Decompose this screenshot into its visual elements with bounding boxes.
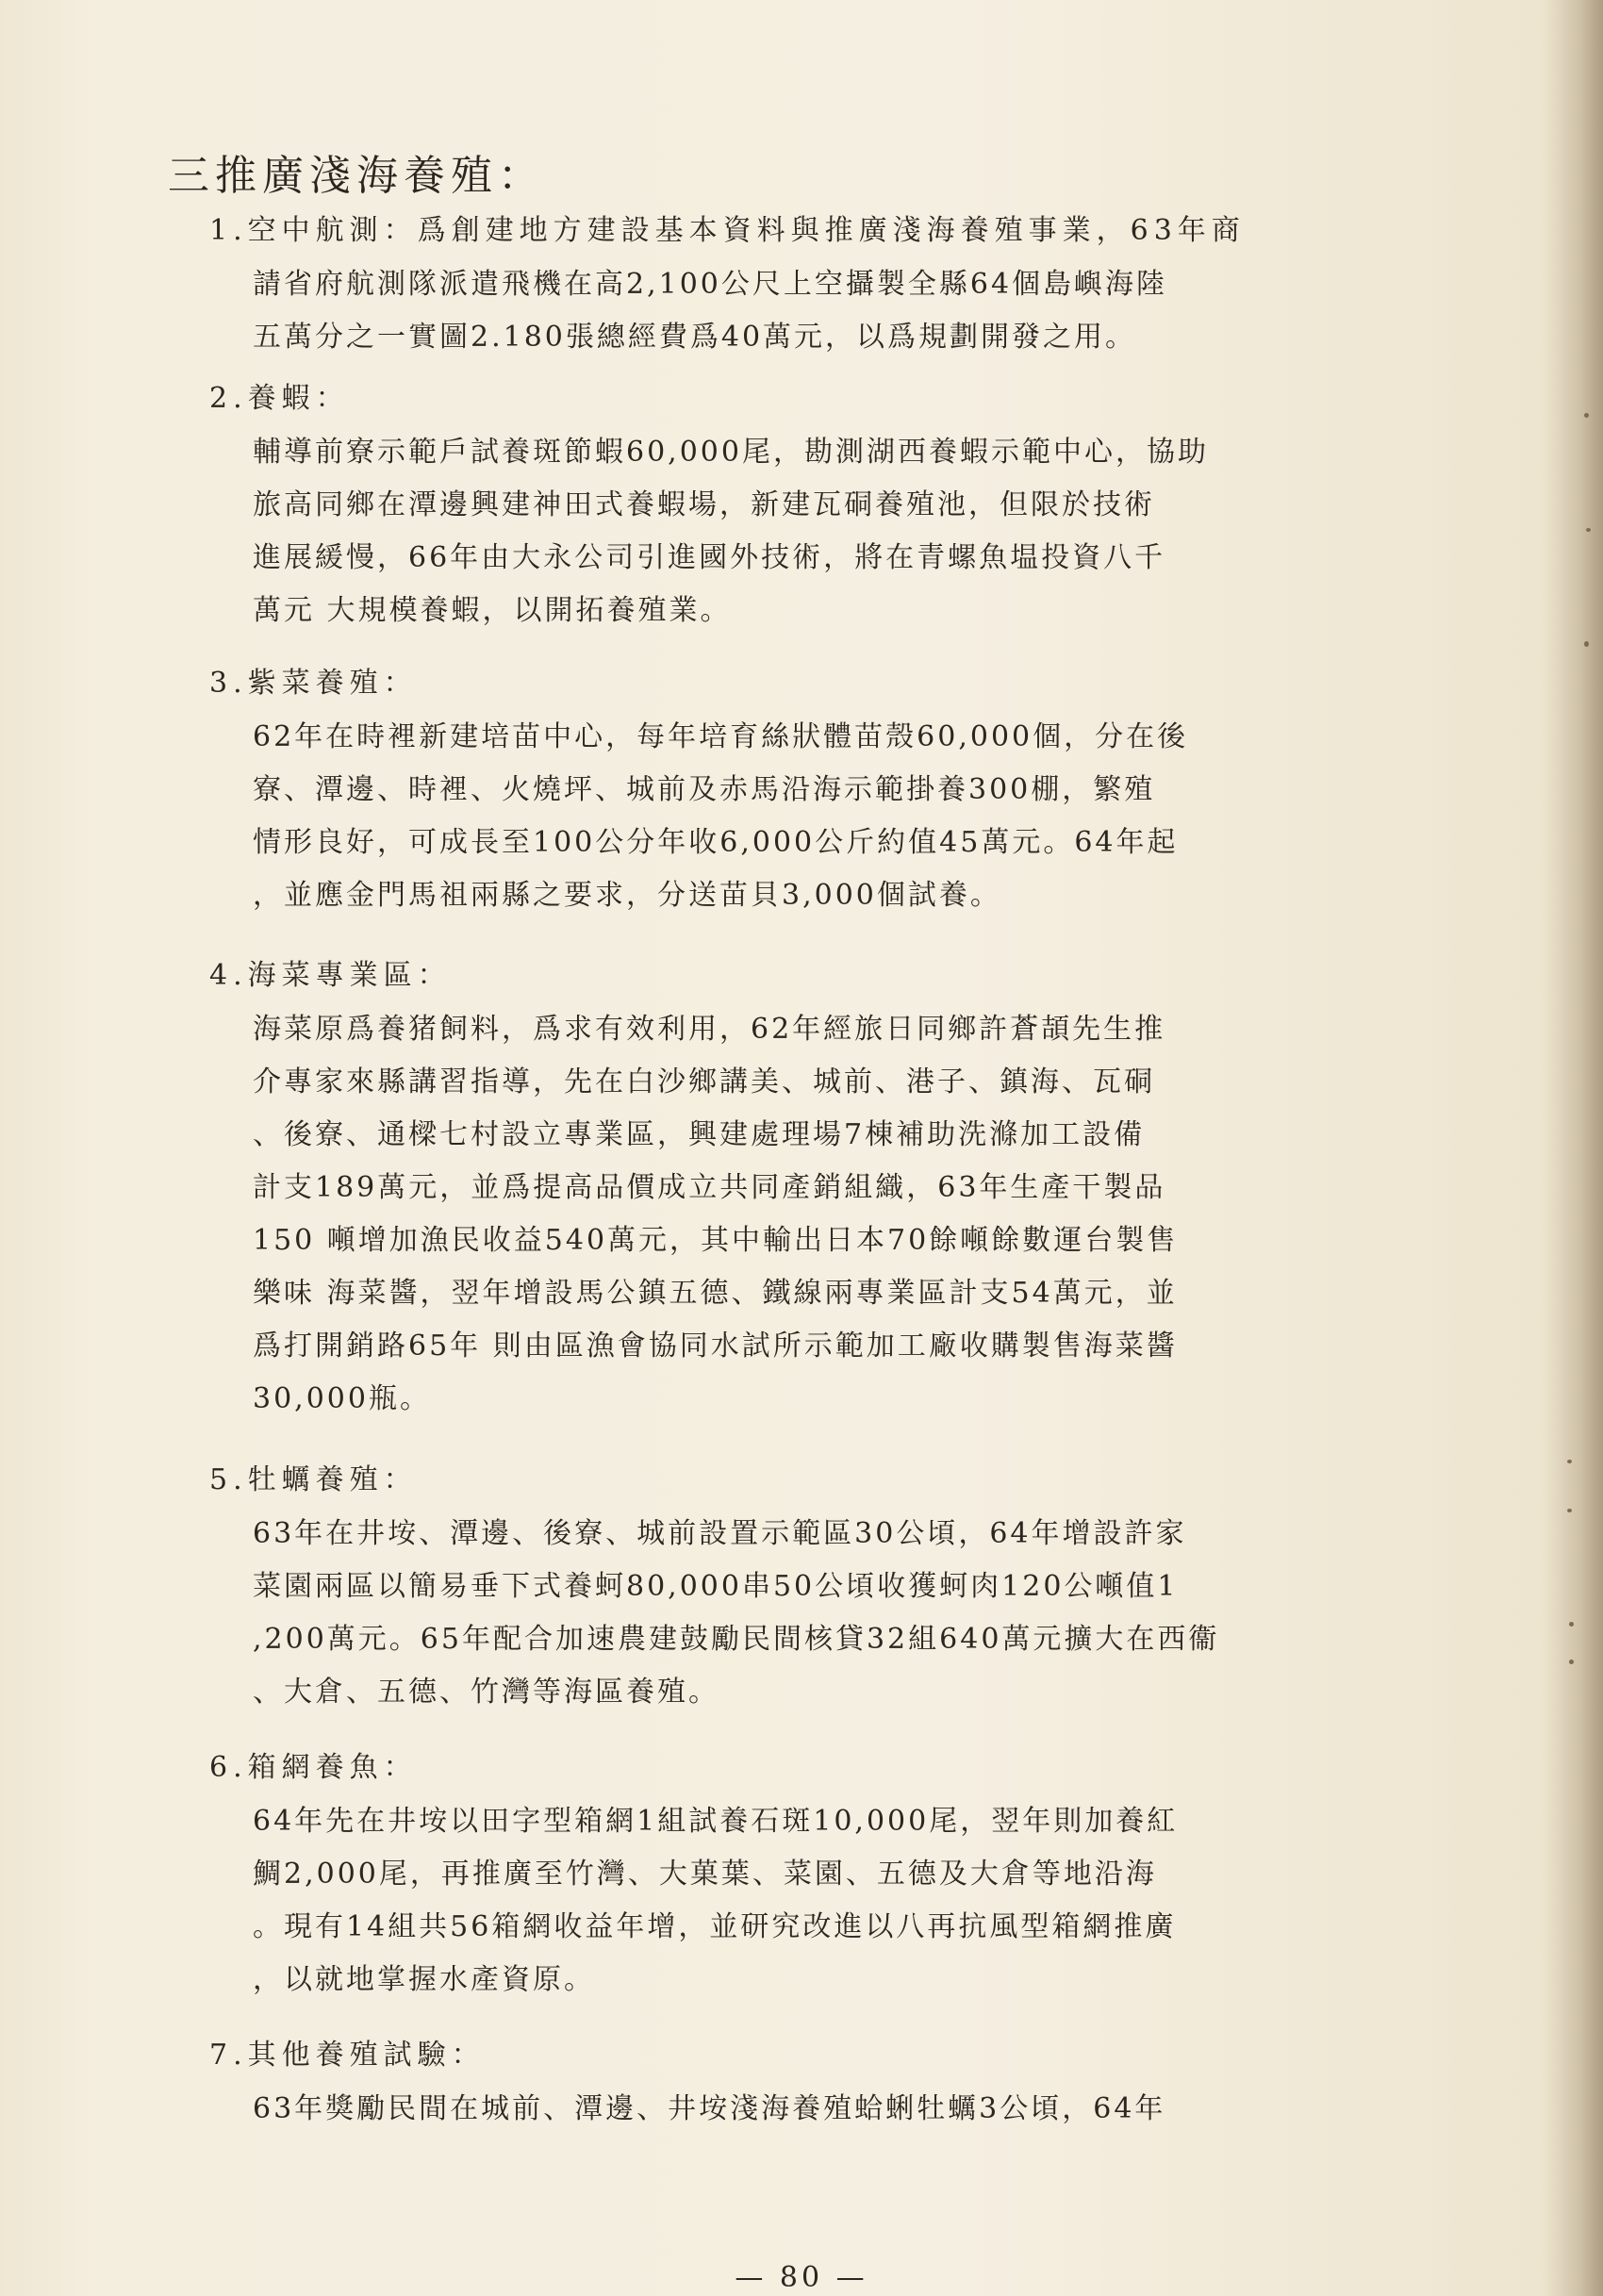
paragraph-line: 旅高同鄉在潭邊興建神田式養蝦場，新建瓦硐養殖池，但限於技術 — [253, 488, 1155, 521]
paragraph-line: 62年在時裡新建培苗中心，每年培育絲狀體苗殼60,000個，分在後 — [253, 720, 1189, 753]
item-heading: 4.海菜專業區： — [209, 959, 452, 992]
margin-mark — [1567, 1509, 1572, 1512]
margin-mark — [1586, 528, 1591, 532]
paragraph-line: ,200萬元。65年配合加速農建鼓勵民間核貸32組640萬元擴大在西衞 — [253, 1623, 1220, 1656]
paragraph-line: 進展緩慢，66年由大永公司引進國外技術，將在青螺魚塭投資八千 — [253, 541, 1166, 574]
paragraph-line: 萬元 大規模養蝦，以開拓養殖業。 — [253, 594, 732, 627]
item-laver-farming — [209, 660, 1397, 922]
paragraph-line: 、後寮、通樑七村設立專業區，興建處理場7棟補助洗滌加工設備 — [253, 1118, 1146, 1151]
item-aerial-survey — [209, 207, 1397, 364]
item-paragraph — [253, 711, 1403, 922]
margin-mark — [1584, 641, 1589, 647]
paragraph-line: 63年在井垵、潭邊、後寮、城前設置示範區30公頃，64年增設許家 — [253, 1517, 1187, 1550]
margin-mark — [1567, 1460, 1572, 1463]
item-shrimp-farming — [209, 375, 1397, 637]
item-heading: 6.箱網養魚： — [209, 1751, 418, 1784]
margin-mark — [1584, 413, 1589, 418]
section-title: 三推廣淺海養殖： — [168, 152, 545, 200]
paragraph-line: 樂味 海菜醬，翌年增設馬公鎮五德、鐵線兩專業區計支54萬元，並 — [253, 1277, 1178, 1310]
item-paragraph — [253, 1003, 1403, 1426]
item-heading: 1.空中航測：爲創建地方建設基本資料與推廣淺海養殖事業，63年商 — [209, 214, 1246, 247]
item-paragraph — [253, 258, 1403, 364]
page-edge-shadow — [1546, 0, 1603, 2296]
item-paragraph — [253, 1795, 1403, 2007]
paragraph-line: 海菜原爲養猪飼料，爲求有效利用，62年經旅日同鄉許蒼頡先生推 — [253, 1013, 1166, 1046]
item-paragraph — [253, 2083, 1403, 2136]
paragraph-line: 輔導前寮示範戶試養斑節蝦60,000尾，勘測湖西養蝦示範中心，協助 — [253, 436, 1209, 469]
paragraph-line: 計支189萬元，並爲提高品價成立共同產銷組織，63年生產干製品 — [253, 1171, 1166, 1204]
paragraph-line: 30,000瓶。 — [253, 1382, 431, 1415]
paragraph-line: 五萬分之一實圖2.180張總經費爲40萬元，以爲規劃開發之用。 — [253, 321, 1137, 354]
paragraph-line: 情形良好，可成長至100公分年收6,000公斤約值45萬元。64年起 — [253, 826, 1179, 859]
margin-mark — [1569, 1660, 1574, 1664]
margin-mark — [1569, 1622, 1574, 1627]
item-paragraph — [253, 1508, 1403, 1719]
item-heading: 3.紫菜養殖： — [209, 667, 418, 700]
paragraph-line: 爲打開銷路65年 則由區漁會協同水試所示範加工廠收購製售海菜醬 — [253, 1330, 1178, 1363]
paragraph-line: 介專家來縣講習指導，先在白沙鄉講美、城前、港子、鎮海、瓦硐 — [253, 1065, 1155, 1098]
paragraph-line: 鯛2,000尾，再推廣至竹灣、大菓葉、菜園、五德及大倉等地沿海 — [253, 1858, 1157, 1891]
item-heading: 7.其他養殖試驗： — [209, 2039, 486, 2072]
item-other-trials — [209, 2032, 1397, 2136]
paragraph-line: 。現有14組共56箱網收益年增，並研究改進以八再抗風型箱網推廣 — [253, 1910, 1177, 1943]
paragraph-line: 、大倉、五德、竹灣等海區養殖。 — [253, 1676, 719, 1709]
paragraph-line: 寮、潭邊、時裡、火燒坪、城前及赤馬沿海示範掛養300棚，繁殖 — [253, 773, 1156, 806]
paragraph-line: 150 噸增加漁民收益540萬元，其中輸出日本70餘噸餘數運台製售 — [253, 1224, 1179, 1257]
page-number: — 80 — — [735, 2261, 868, 2294]
paragraph-line: 64年先在井垵以田字型箱網1組試養石斑10,000尾，翌年則加養紅 — [253, 1805, 1179, 1838]
paragraph-line: 菜園兩區以簡易垂下式養蚵80,000串50公頃收獲蚵肉120公噸值1 — [253, 1570, 1179, 1603]
item-cage-fish-farming — [209, 1744, 1397, 2007]
item-heading: 5.牡蠣養殖： — [209, 1463, 418, 1496]
paragraph-line: ，並應金門馬祖兩縣之要求，分送苗貝3,000個試養。 — [253, 879, 1001, 912]
item-oyster-farming — [209, 1457, 1397, 1719]
paragraph-line: 63年獎勵民間在城前、潭邊、井垵淺海養殖蛤蜊牡蠣3公頃，64年 — [253, 2092, 1166, 2125]
paragraph-line: ，以就地掌握水產資原。 — [253, 1963, 595, 1996]
item-heading: 2.養蝦： — [209, 382, 350, 415]
paragraph-line: 請省府航測隊派遣飛機在高2,100公尺上空攝製全縣64個島嶼海陸 — [253, 268, 1168, 301]
item-paragraph — [253, 426, 1403, 637]
item-seaweed-zone — [209, 952, 1397, 1426]
